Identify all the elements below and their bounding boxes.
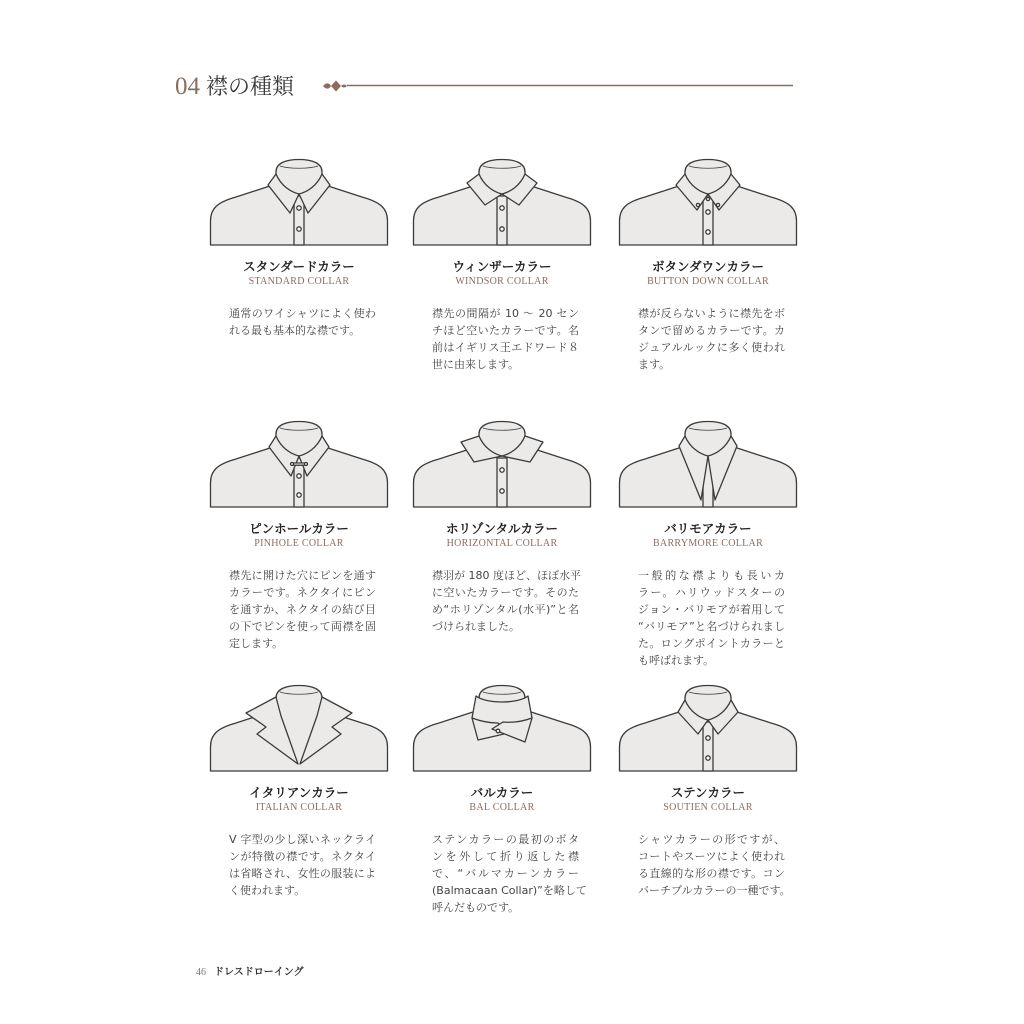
page-title: 襟の種類 bbox=[206, 75, 295, 100]
button-down-collar-card bbox=[618, 158, 798, 418]
description-line: タンで留めるカラーです。カ bbox=[638, 324, 785, 337]
barrymore-collar-card bbox=[618, 420, 798, 680]
description-line: 通常のワイシャツによく使わ bbox=[229, 307, 376, 320]
description-line: ます。 bbox=[638, 358, 671, 371]
collar-name-ja: スタンダードカラー bbox=[243, 260, 355, 274]
pinhole-collar-card bbox=[209, 420, 389, 680]
description-line: ンが特徴の襟です。ネクタイ bbox=[229, 850, 376, 863]
collar-description bbox=[638, 305, 785, 373]
description-line: ンを外して折り返した襟 bbox=[432, 850, 579, 863]
description-line: 一般的な襟よりも長いカ bbox=[638, 569, 785, 582]
book-title: ドレスドローイング bbox=[214, 967, 304, 978]
description-line: チほど空いたカラーです。名 bbox=[432, 324, 579, 337]
description-line: 前はイギリス王エドワード８ bbox=[432, 341, 579, 354]
collar-name-ja: ステンカラー bbox=[670, 786, 746, 800]
description-line: の下でピンを使って両襟を固 bbox=[229, 620, 376, 633]
collar-description bbox=[229, 831, 376, 899]
button-down-collar-icon bbox=[618, 158, 798, 246]
description-line: 呼んだものです。 bbox=[432, 901, 520, 914]
collar-description bbox=[229, 567, 376, 652]
description-line: 襟先に開けた穴にピンを通す bbox=[229, 569, 376, 582]
collar-name-en: PINHOLE COLLAR bbox=[254, 538, 344, 549]
collar-description bbox=[432, 831, 587, 916]
description-line: カラーです。ネクタイにピン bbox=[229, 586, 376, 599]
collar-name-ja: ホリゾンタルカラー bbox=[445, 522, 558, 536]
windsor-collar-card bbox=[412, 158, 592, 418]
description-line: V 字型の少し深いネックライ bbox=[229, 833, 376, 846]
collar-name-ja: イタリアンカラー bbox=[249, 786, 349, 800]
description-line: る直線的な形の襟です。コン bbox=[638, 867, 785, 880]
collar-name-en: ITALIAN COLLAR bbox=[255, 802, 343, 813]
collar-name-ja: バリモアカラー bbox=[664, 522, 752, 536]
description-line: バーチブルカラーの一種です。 bbox=[638, 884, 791, 897]
description-line: で、“バルマカーンカラー bbox=[432, 867, 579, 880]
description-line: は省略され、女性の服装によ bbox=[229, 867, 376, 880]
standard-collar-card bbox=[209, 158, 389, 418]
bal-collar-card bbox=[412, 684, 592, 944]
description-line: を通すか、ネクタイの結び目 bbox=[229, 603, 376, 616]
description-line: た。ロングポイントカラーと bbox=[638, 637, 785, 650]
description-line: づけられました。 bbox=[432, 620, 520, 633]
collar-name-ja: ウィンザーカラー bbox=[452, 260, 552, 274]
description-line: ステンカラーの最初のボタ bbox=[432, 833, 579, 846]
collar-name-ja: ピンホールカラー bbox=[249, 522, 349, 536]
description-line: も呼ばれます。 bbox=[638, 654, 715, 667]
description-line: く使われます。 bbox=[229, 884, 306, 897]
collar-description bbox=[638, 567, 785, 669]
section-number: 04 bbox=[175, 73, 200, 100]
collar-name-en: HORIZONTAL COLLAR bbox=[446, 538, 558, 549]
description-line: 襟羽が 180 度ほど、ほぼ水平 bbox=[432, 569, 581, 582]
description-line: め“ホリゾンタル(水平)”と名 bbox=[432, 603, 579, 616]
collar-name-ja: バルカラー bbox=[470, 786, 534, 800]
horizontal-collar-icon bbox=[412, 420, 592, 508]
standard-collar-icon bbox=[209, 158, 389, 246]
description-line: 襟が反らないように襟先をボ bbox=[638, 307, 785, 320]
collar-description bbox=[432, 567, 579, 635]
collar-name-en: SOUTIEN COLLAR bbox=[663, 802, 753, 813]
collar-name-en: BARRYMORE COLLAR bbox=[652, 538, 764, 549]
collar-name-en: BUTTON DOWN COLLAR bbox=[647, 276, 769, 287]
description-line: れる最も基本的な襟です。 bbox=[229, 324, 361, 337]
soutien-collar-icon bbox=[618, 684, 798, 772]
description-line: 定します。 bbox=[229, 637, 284, 650]
windsor-collar-icon bbox=[412, 158, 592, 246]
bal-collar-icon bbox=[412, 684, 592, 772]
description-line: (Balmacaan Collar)”を略して bbox=[432, 884, 587, 897]
italian-collar-icon bbox=[209, 684, 389, 772]
description-line: 襟先の間隔が 10 ～ 20 セン bbox=[432, 307, 579, 320]
description-line: ジョン・バリモアが着用して bbox=[638, 603, 785, 616]
description-line: 世に由来します。 bbox=[432, 358, 520, 371]
description-line: ジュアルルックに多く使われ bbox=[638, 341, 785, 354]
pinhole-collar-icon bbox=[209, 420, 389, 508]
page-number: 46 bbox=[196, 967, 206, 978]
collar-description bbox=[432, 305, 579, 373]
collar-name-ja: ボタンダウンカラー bbox=[651, 260, 764, 274]
soutien-collar-card bbox=[618, 684, 798, 944]
horizontal-collar-card bbox=[412, 420, 592, 680]
italian-collar-card bbox=[209, 684, 389, 944]
collar-name-en: BAL COLLAR bbox=[469, 802, 535, 813]
description-line: コートやスーツによく使われ bbox=[638, 850, 785, 863]
page-footer bbox=[196, 963, 304, 978]
collar-description bbox=[638, 831, 791, 899]
collar-name-en: STANDARD COLLAR bbox=[248, 276, 350, 287]
collar-description bbox=[229, 305, 376, 339]
description-line: “バリモア”と名づけられまし bbox=[638, 620, 785, 633]
barrymore-collar-icon bbox=[618, 420, 798, 508]
description-line: に空いたカラーです。そのた bbox=[432, 586, 579, 599]
collar-name-en: WINDSOR COLLAR bbox=[455, 276, 549, 287]
description-line: ラー。ハリウッドスターの bbox=[638, 586, 785, 599]
description-line: シャツカラーの形ですが、 bbox=[638, 833, 785, 846]
